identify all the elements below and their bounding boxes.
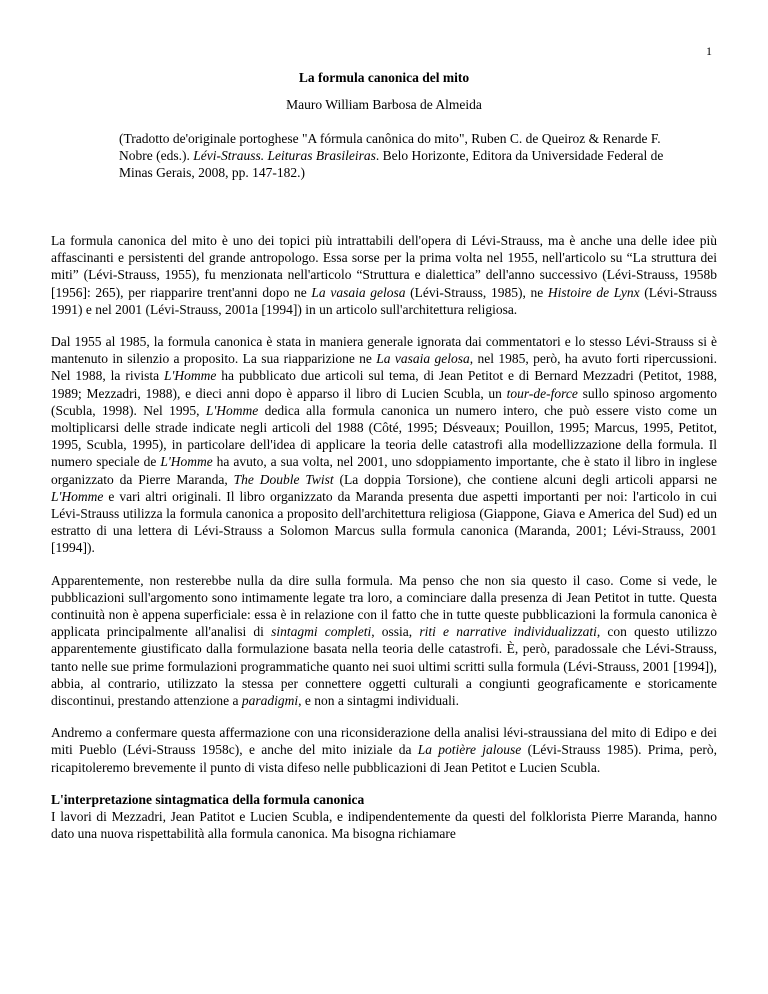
text-run: La formula canonica del mito è uno dei topici più intrattabili dell'opera di Lévi-Strauss, ma è anche una delle idee più affascinanti e persistenti del grande antropologo. Essa sorse per la prima volta nel 1955, nell'articolo su “La struttura dei miti” (Lévi-Strauss, 1955), fu menzionata nell'articolo “Struttura e dialettica” dell'anno successivo (Lévi-Strauss, 1958b [1956]: 265), per riapparire trent'anni dopo ne (51, 233, 717, 300)
paragraph-3 (51, 572, 717, 710)
author-name: Mauro William Barbosa de Almeida (286, 97, 482, 112)
document-title: La formula canonica del mito (298, 70, 470, 85)
text-run: (Lévi-Strauss, 1985), ne (405, 284, 548, 300)
body-text (51, 232, 717, 843)
text-run: e vari altri originali. Il libro organizzato da Maranda presenta due aspetti importanti per noi: l'articolo in cui Lévi-Strauss utilizza la formula canonica a proposito dell'architettura religiosa (Giappone, Giava e America del Sud) ed un estratto di una lettera di Lévi-Strauss a Solomon Marcus sulla formula canonica (Maranda, 2001; Lévi-Strauss, 2001 [1994]). (51, 488, 717, 556)
text-run: Andremo a confermare questa affermazione con una riconsiderazione della analisi lévi-straussiana del mito di Edipo e dei miti Pueblo (Lévi-Strauss 1958c), e anche del mito iniziale da (51, 725, 717, 758)
italic-run: The Double Twist (233, 471, 334, 487)
citation-text: (Tradotto de'originale portoghese "A fórmula canônica do mito", Ruben C. de Queiroz & Renarde F. Nobre (eds.). (119, 131, 661, 163)
text-run: Dal 1955 al 1985, la formula canonica è stata in maniera generale ignorata dai commentatori e lo stesso Lévi-Strauss si è mantenuto in silenzio a proposito. La sua riapparizione ne (51, 334, 717, 367)
paragraph-4 (51, 724, 717, 776)
section (51, 791, 717, 843)
italic-run: L'Homme (160, 454, 213, 470)
citation-book-title: Lévi-Strauss. Leituras Brasileiras (193, 148, 376, 163)
italic-run: riti e narrative individualizzati (419, 624, 597, 640)
italic-run: tour-de-force (506, 385, 578, 401)
italic-run: La vasaia gelosa (311, 284, 406, 300)
text-run: (Lévi-Strauss 1991) e nel 2001 (Lévi-Strauss, 2001a [1994]) in un articolo sull'architettura religiosa. (51, 284, 717, 317)
italic-run: L'Homme (164, 368, 217, 384)
italic-run: L'Homme (205, 402, 259, 418)
text-run: (Lévi-Strauss 1985). Prima, però, ricapitoleremo brevemente il punto di vista difeso nelle pubblicazioni di Jean Petitot e Lucien Scubla. (51, 742, 717, 775)
page-number: 1 (706, 44, 712, 58)
section-heading: L'interpretazione sintagmatica della formula canonica (51, 791, 365, 807)
italic-run: La vasaia gelosa (376, 351, 470, 367)
citation-text: . Belo Horizonte, Editora da Universidade Federal de Minas Gerais, 2008, pp. 147-182.) (119, 148, 664, 180)
italic-run: paradigmi (241, 693, 299, 709)
translation-citation (119, 130, 689, 181)
italic-run: sintagmi completi (271, 624, 372, 640)
text-run: (La doppia Torsione), che contiene alcuni degli articoli apparsi ne (333, 471, 717, 487)
paragraph-1 (51, 232, 717, 318)
italic-run: L'Homme (51, 488, 104, 504)
text-run: dedica alla formula canonica un numero intero, che può essere visto come un moltiplicarsi delle strade indicate negli articoli del 1988 (Côté, 1995; Désveaux; Pouillon, 1995; Marcus, 1995, Petitot, 1995, Scubla, 1995), in particolare dell'idea di applicare la teoria delle catastrofi alla modellizzazione della formula. Il numero speciale de (51, 402, 717, 470)
text-run: ha avuto, a sua volta, nel 2001, uno sdoppiamento importante, che è stato il libro in inglese organizzato da Pierre Maranda, (51, 454, 717, 487)
paragraph-5: I lavori di Mezzadri, Jean Patitot e Lucien Scubla, e indipendentemente da questi del folklorista Pierre Maranda, hanno dato una nuova rispettabilità alla formula canonica. Ma bisogna richiamare (51, 809, 717, 842)
italic-run: La potière jalouse (417, 742, 522, 758)
text-run: sullo spinoso argomento (Scubla, 1998). Nel 1995, (51, 385, 717, 418)
italic-run: Histoire de Lynx (547, 284, 640, 300)
text-run: ha pubblicato due articoli sul tema, di Jean Petitot e di Bernard Mezzadri (Petitot, 1988, 1989; Mezzadri, 1988), e dieci anni dopo è apparso il libro di Lucien Scubla, un (51, 368, 718, 401)
text-run: , e non a sintagmi individuali. (298, 693, 459, 709)
text-run: , nel 1985, però, ha avuto forti ripercussioni. Nel 1988, la rivista (51, 351, 717, 384)
text-run: , con questo utilizzo apparentemente giustificato dalla formulazione basata nella teoria delle catastrofi. È, però, paradossale che Lévi-Strauss, tanto nelle sue prime formulazioni programmatiche quanto nei suoi ultimi scritti sulla formula (Lévi-Strauss, 2001 [1994]), abbia, al contrario, utilizzato la stessa per connettere oggetti culturali a congiunti geograficamente e storicamente discontinui, prestando attenzione a (51, 624, 718, 709)
paragraph-2 (51, 333, 717, 557)
text-run: Apparentemente, non resterebbe nulla da dire sulla formula. Ma penso che non sia questo il caso. Come si vede, le pubblicazioni sull'argomento sono intimamente legate tra loro, a cominciare dalla presenza di Jean Petitot in tutte. Questa continuità non è appena superficiale: essa è in relazione con il fatto che in tutte queste pubblicazioni la formula canonica è applicata principalmente all'analisi di (51, 572, 717, 640)
text-run: , ossia, (371, 624, 420, 640)
